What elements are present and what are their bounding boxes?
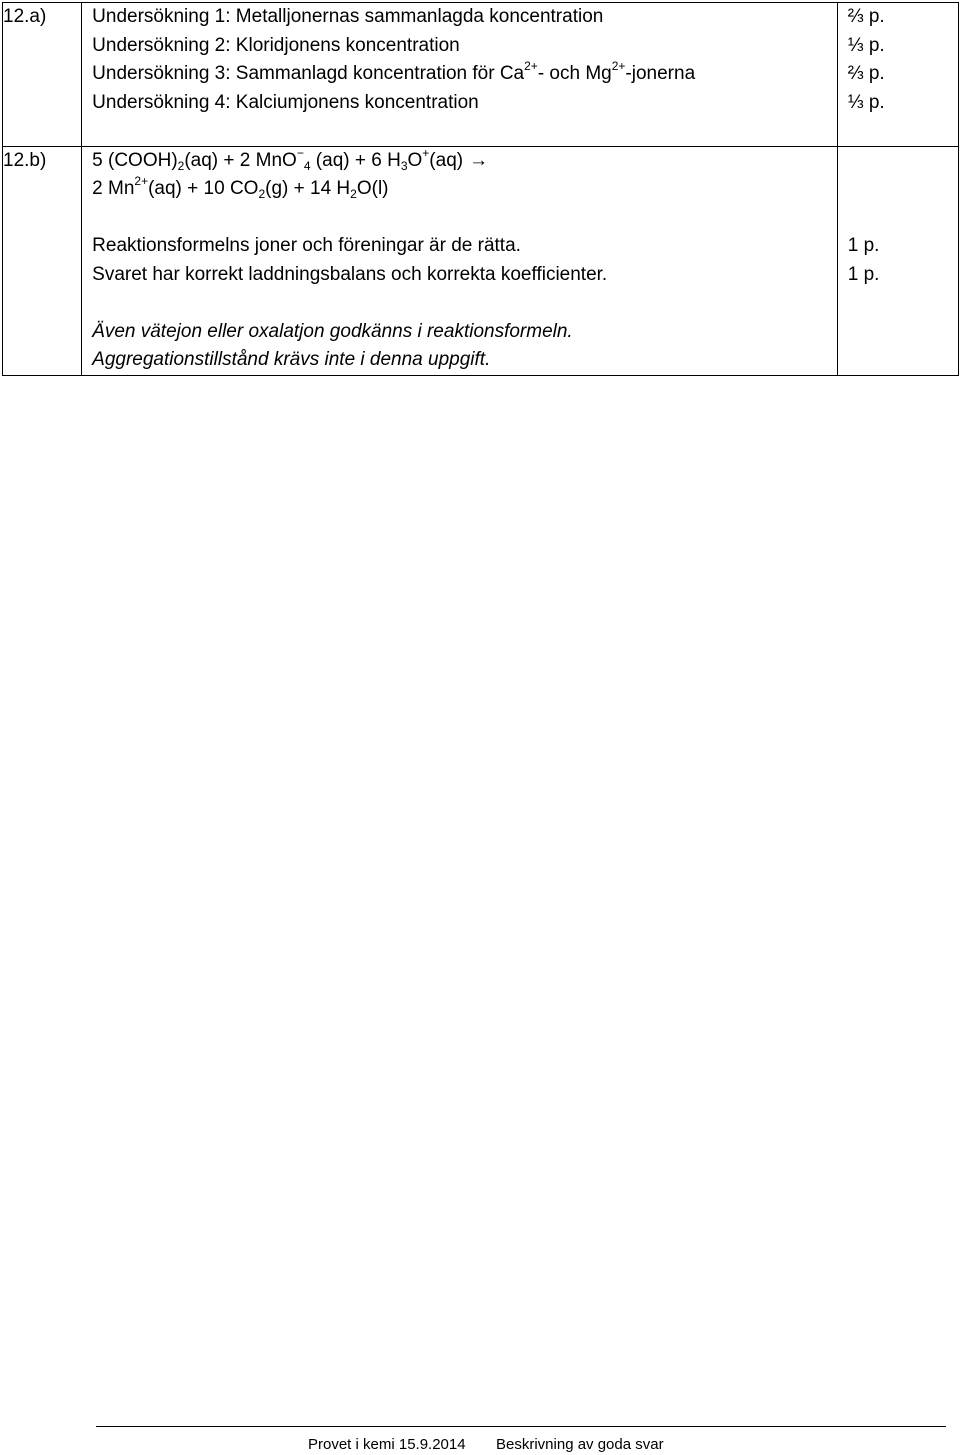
row-12a [3, 3, 959, 147]
question-number-12a: 12.a) [3, 3, 82, 147]
note-2: Aggregationstillstånd krävs inte i denna uppgift. [92, 349, 491, 370]
points-value: 1 p. [847, 235, 880, 256]
answer-body-12b [82, 146, 838, 375]
footer-divider [96, 1426, 946, 1427]
question-number-12b: 12.b) [3, 146, 82, 375]
reaction-equation-reactants: 5 $(COOH)_2(aq) + 2$ MnO−$_4$ (aq) + 6 $H_3O^+(aq)$ → [92, 147, 837, 176]
investigation-4: Undersökning 4: Kalciumjonens koncentration [92, 91, 479, 113]
investigation-2: Undersökning 2: Kloridjonens koncentration [92, 34, 460, 56]
investigation-3: Undersökning 3: Sammanlagd koncentration för $Ca^{2+}-$ och $Mg^{2+}$-jonerna [92, 59, 696, 84]
reaction-arrow-icon: → [469, 149, 489, 171]
points-12b [837, 146, 958, 375]
note-1: Även vätejon eller oxalatjon godkänns i reaktionsformeln. [92, 320, 573, 342]
row-12b [3, 146, 959, 375]
answer-body-12a [82, 3, 838, 147]
points-value: ⅓ p. [847, 91, 885, 113]
points-value: 1 p. [847, 263, 880, 285]
points-value: ⅔ p. [847, 63, 885, 84]
footer-doc-title: Beskrivning av goda svar [496, 1436, 664, 1453]
answer-table [2, 2, 959, 376]
criterion-1: Reaktionsformelns joner och föreningar är de rätta. [92, 235, 521, 256]
points-value: ⅔ p. [847, 6, 885, 27]
points-12a [837, 3, 958, 147]
points-value: ⅓ p. [847, 34, 885, 56]
investigation-1: Undersökning 1: Metalljonernas sammanlagda koncentration [92, 6, 604, 27]
reaction-equation-products: 2 $Mn^{2+}(aq) + 10$ $CO_2(g) + 14$ $H_2O(l)$ [92, 174, 389, 201]
footer-exam-title: Provet i kemi 15.9.2014 [308, 1436, 466, 1453]
criterion-2: Svaret har korrekt laddningsbalans och korrekta koefficienter. [92, 263, 608, 285]
